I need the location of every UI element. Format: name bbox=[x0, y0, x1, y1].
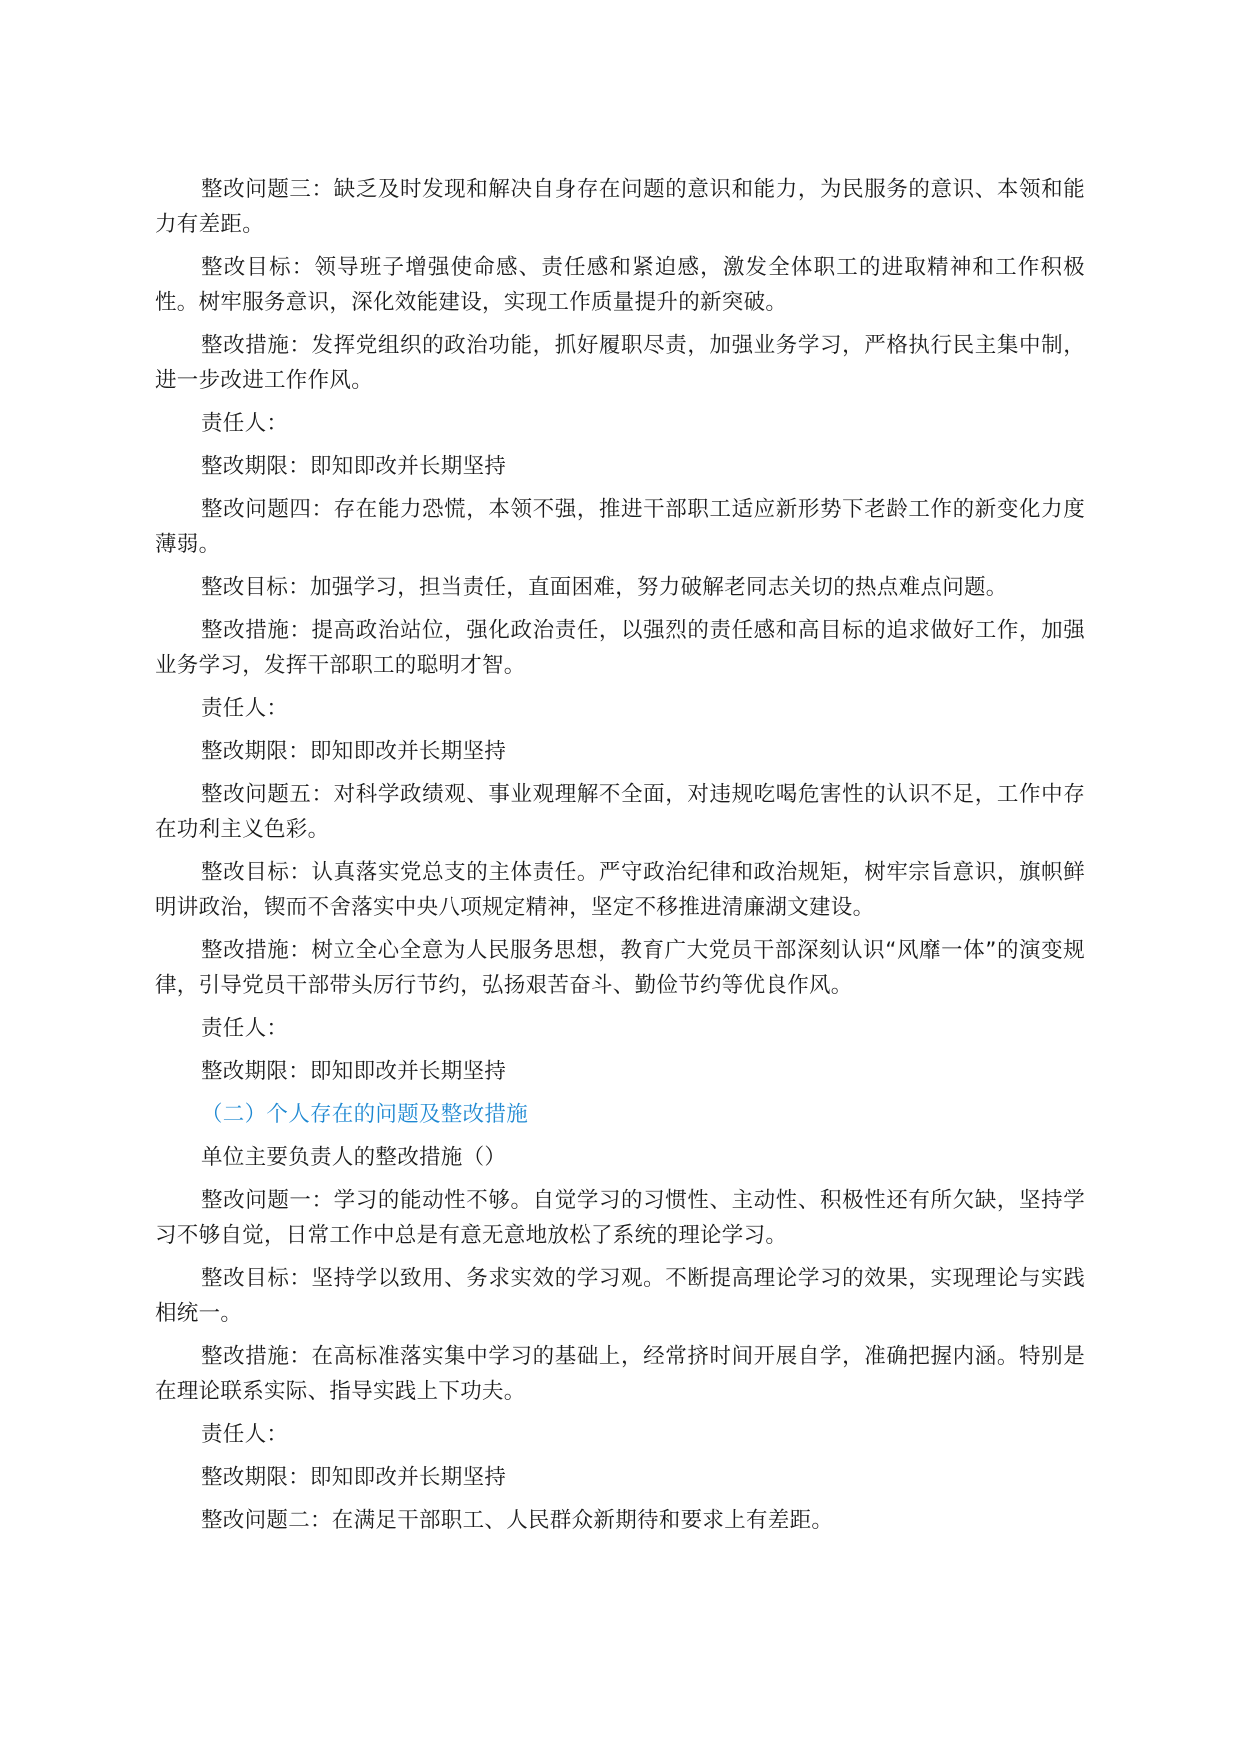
paragraph: 整改措施：在高标准落实集中学习的基础上，经常挤时间开展自学，准确把握内涵。特别是在理论联系实际、指导实践上下功夫。 bbox=[155, 1344, 1085, 1404]
paragraph: 整改目标：坚持学以致用、务求实效的学习观。不断提高理论学习的效果，实现理论与实践相统一。 bbox=[155, 1266, 1085, 1326]
paragraph: 责任人： bbox=[201, 1016, 289, 1041]
paragraph: 整改期限：即知即改并长期坚持 bbox=[201, 1465, 507, 1490]
paragraph: 整改问题三：缺乏及时发现和解决自身存在问题的意识和能力，为民服务的意识、本领和能力有差距。 bbox=[155, 177, 1085, 237]
paragraph: 责任人： bbox=[201, 1422, 289, 1447]
document-body bbox=[155, 172, 1085, 1546]
paragraph: 整改问题一：学习的能动性不够。自觉学习的习惯性、主动性、积极性还有所欠缺，坚持学习不够自觉，日常工作中总是有意无意地放松了系统的理论学习。 bbox=[155, 1188, 1085, 1248]
paragraph: 单位主要负责人的整改措施（） bbox=[201, 1145, 507, 1170]
paragraph: 整改目标：加强学习，担当责任，直面困难，努力破解老同志关切的热点难点问题。 bbox=[201, 575, 1008, 600]
paragraph: 整改目标：认真落实党总支的主体责任。严守政治纪律和政治规矩，树牢宗旨意识，旗帜鲜明讲政治，锲而不舍落实中央八项规定精神，坚定不移推进清廉湖文建设。 bbox=[155, 860, 1085, 920]
paragraph: 整改措施：树立全心全意为人民服务思想，教育广大党员干部深刻认识“风靡一体”的演变规律，引导党员干部带头厉行节约，弘扬艰苦奋斗、勤俭节约等优良作风。 bbox=[155, 938, 1085, 998]
paragraph: 责任人： bbox=[201, 411, 289, 436]
paragraph: 整改期限：即知即改并长期坚持 bbox=[201, 1059, 507, 1084]
paragraph: 整改措施：发挥党组织的政治功能，抓好履职尽责，加强业务学习，严格执行民主集中制，进一步改进工作作风。 bbox=[155, 333, 1085, 393]
paragraph: 整改问题五：对科学政绩观、事业观理解不全面，对违规吃喝危害性的认识不足，工作中存在功利主义色彩。 bbox=[155, 782, 1085, 842]
paragraph: 整改问题四：存在能力恐慌，本领不强，推进干部职工适应新形势下老龄工作的新变化力度薄弱。 bbox=[155, 497, 1085, 557]
paragraph: 整改措施：提高政治站位，强化政治责任，以强烈的责任感和高目标的追求做好工作，加强业务学习，发挥干部职工的聪明才智。 bbox=[155, 618, 1085, 678]
section-heading: （二）个人存在的问题及整改措施 bbox=[201, 1102, 529, 1127]
paragraph: 整改期限：即知即改并长期坚持 bbox=[201, 454, 507, 479]
paragraph: 整改问题二：在满足干部职工、人民群众新期待和要求上有差距。 bbox=[201, 1508, 834, 1533]
paragraph: 整改目标：领导班子增强使命感、责任感和紧迫感，激发全体职工的进取精神和工作积极性。树牢服务意识，深化效能建设，实现工作质量提升的新突破。 bbox=[155, 255, 1085, 315]
paragraph: 整改期限：即知即改并长期坚持 bbox=[201, 739, 507, 764]
paragraph: 责任人： bbox=[201, 696, 289, 721]
